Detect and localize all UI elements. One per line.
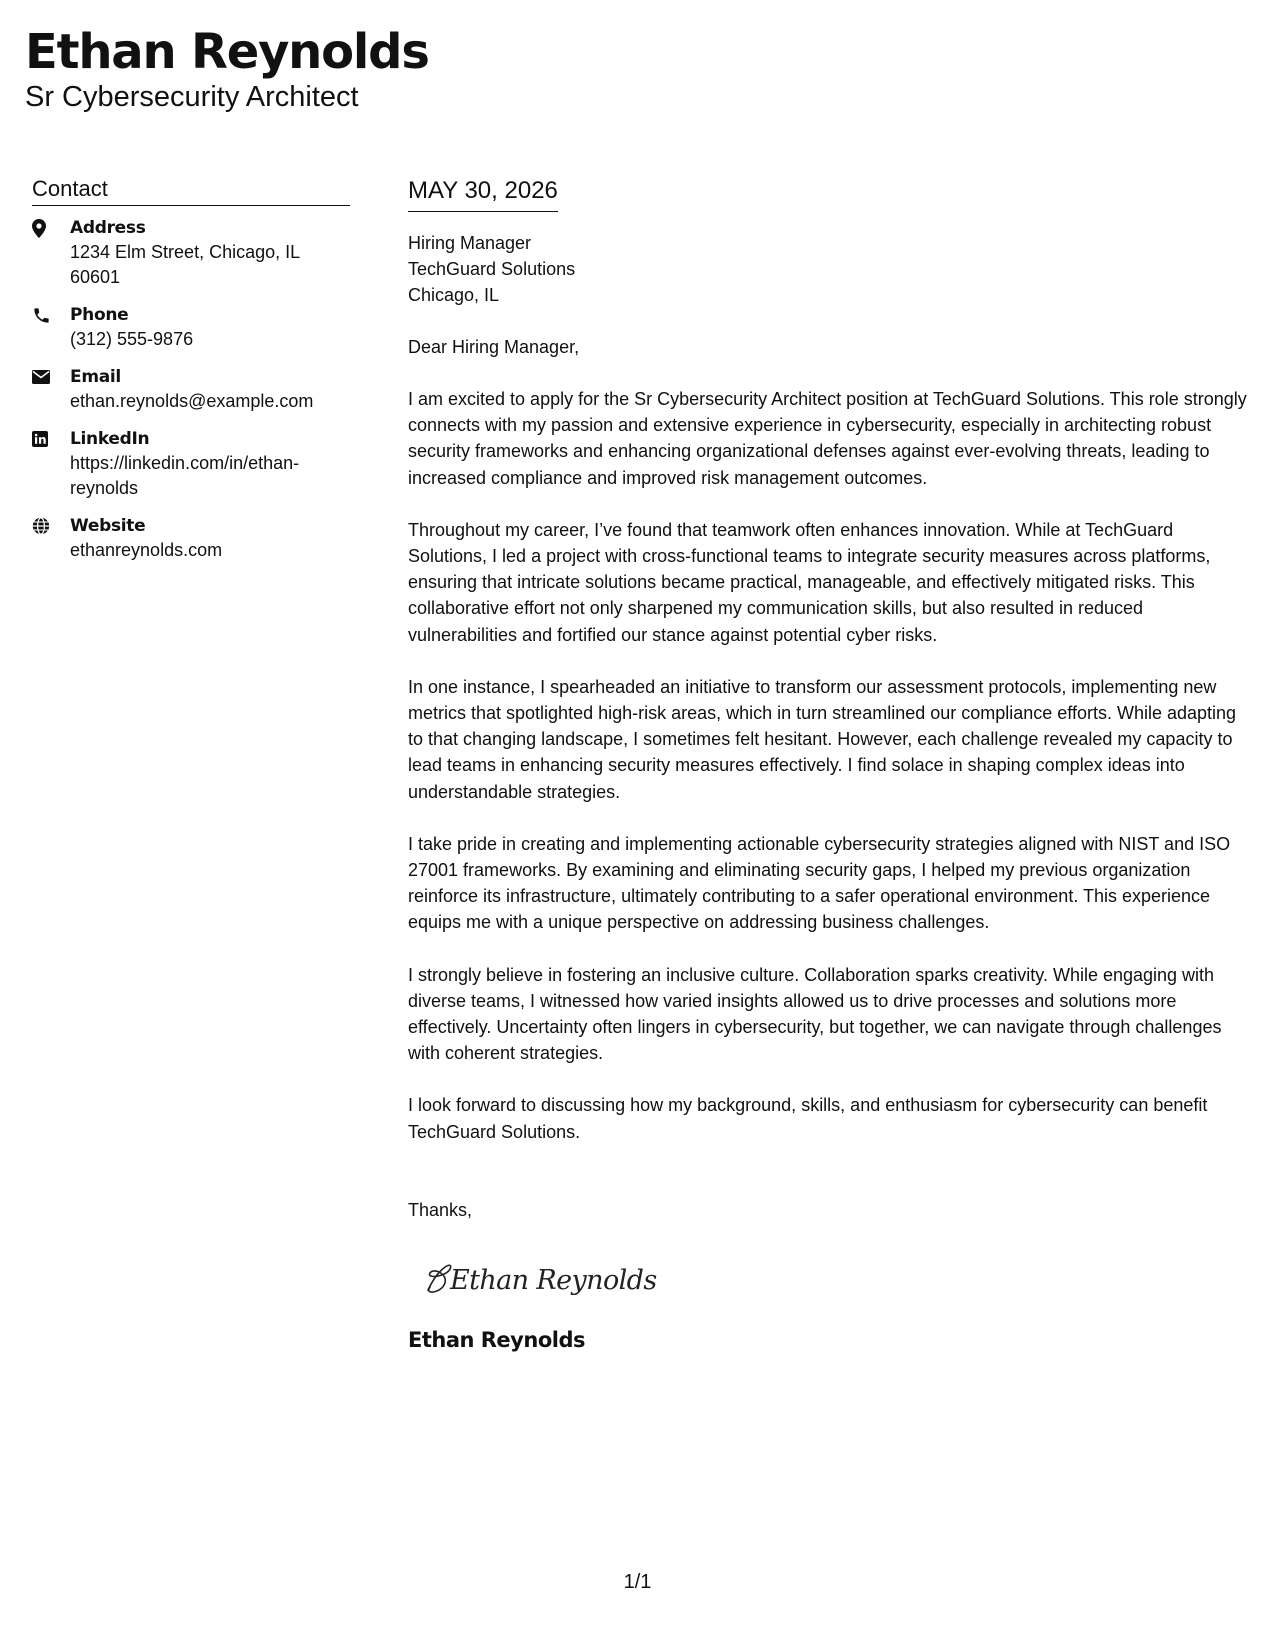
recipient-line: TechGuard Solutions: [408, 259, 576, 279]
contact-heading: Contact: [32, 176, 350, 206]
recipient-block: [408, 230, 1250, 308]
contact-label: Address: [70, 218, 146, 238]
contact-label: Phone: [70, 305, 129, 325]
contact-value-address: 1234 Elm Street, Chicago, IL 60601: [70, 242, 300, 287]
contact-sidebar: [32, 176, 350, 576]
contact-value-website: ethanreynolds.com: [70, 540, 223, 560]
contact-value-email: ethan.reynolds@example.com: [70, 391, 314, 411]
page-number: 1/1: [623, 1571, 652, 1593]
contact-item-linkedin: [32, 427, 350, 501]
contact-value-linkedin: https://linkedin.com/in/ethan-reynolds: [70, 453, 300, 498]
letter-paragraph: In one instance, I spearheaded an initiative to transform our assessment protocols, implementing new metrics that spotlighted high-risk areas, which in turn streamlined our compliance efforts. While adapting to that changing landscape, I sometimes felt hesitant. However, each challenge revealed my capacity to lead teams in enhancing security measures effectively. I find solace in shaping complex ideas into understandable strategies.: [408, 676, 1237, 802]
contact-item-phone: [32, 303, 350, 352]
recipient-line: Chicago, IL: [408, 285, 500, 305]
globe-icon: [32, 514, 70, 538]
phone-icon: [32, 303, 70, 327]
cover-letter-body: [408, 176, 1250, 1354]
signer-name: Ethan Reynolds: [408, 1327, 585, 1352]
letter-paragraph: I look forward to discussing how my background, skills, and enthusiasm for cybersecurity can benefit TechGuard Solutions.: [408, 1095, 1208, 1142]
map-pin-icon: [32, 216, 70, 240]
recipient-line: Hiring Manager: [408, 233, 532, 253]
letter-paragraph: Throughout my career, I’ve found that teamwork often enhances innovation. While at TechGuard Solutions, I led a project with cross-functional teams to integrate security measures across platforms, ensuring that intricate solutions became practical, manageable, and effectively mitigated risks. This collaborative effort not only sharpened my communication skills, but also resulted in reduced vulnerabilities and fortified our stance against potential cyber risks.: [408, 519, 1211, 645]
contact-item-website: [32, 514, 350, 563]
contact-value-phone: (312) 555-9876: [70, 329, 194, 349]
letter-date: MAY 30, 2026: [408, 176, 558, 212]
signature-text: Ethan Reynolds: [450, 1264, 657, 1296]
closing-line: Thanks,: [408, 1199, 473, 1220]
letter-paragraph: I am excited to apply for the Sr Cybersecurity Architect position at TechGuard Solutions. This role strongly connects with my passion and extensive experience in cybersecurity, especially in architecting robust security frameworks and enhancing organizational defenses against ever-evolving threats, leading to increased compliance and improved risk management outcomes.: [408, 389, 1247, 488]
linkedin-icon: [32, 427, 70, 451]
contact-item-email: [32, 365, 350, 414]
envelope-icon: [32, 365, 70, 389]
handwritten-signature: [420, 1245, 660, 1305]
salutation: Dear Hiring Manager,: [408, 337, 580, 357]
contact-label: Email: [70, 367, 121, 387]
applicant-job-title: Sr Cybersecurity Architect: [25, 81, 359, 113]
resume-header: [25, 24, 429, 114]
letter-paragraph: I strongly believe in fostering an inclusive culture. Collaboration sparks creativity. While engaging with diverse teams, I witnessed how varied insights allowed us to drive processes and solutions more effectively. Uncertainty often lingers in cybersecurity, but together, we can navigate through challenges with coherent strategies.: [408, 964, 1222, 1064]
contact-list: [32, 216, 350, 563]
contact-label: Website: [70, 516, 146, 536]
contact-item-address: [32, 216, 350, 290]
applicant-name: Ethan Reynolds: [25, 24, 429, 80]
contact-label: LinkedIn: [70, 429, 150, 449]
letter-paragraph: I take pride in creating and implementing actionable cybersecurity strategies aligned with NIST and ISO 27001 frameworks. By examining and eliminating security gaps, I helped my previous organization reinforce its infrastructure, ultimately contributing to a safer operational environment. This experience equips me with a unique perspective on addressing business challenges.: [408, 833, 1231, 933]
